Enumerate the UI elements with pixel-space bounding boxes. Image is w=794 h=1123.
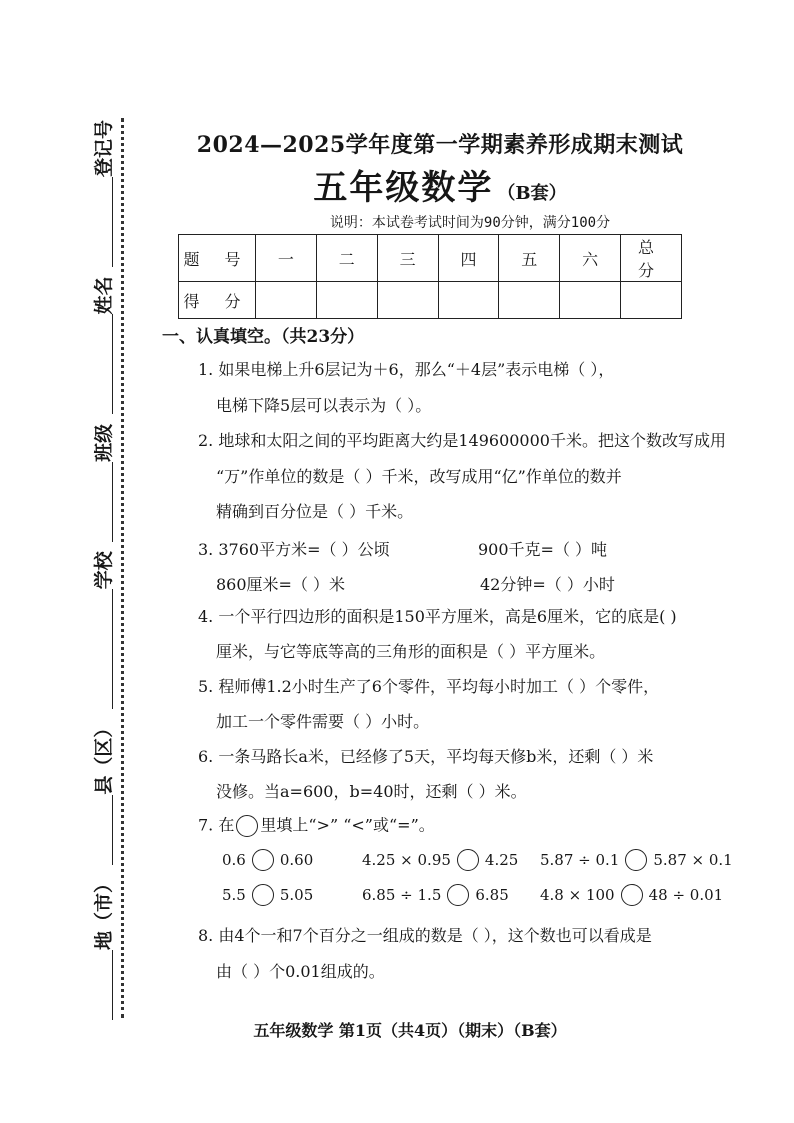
score-cell-5[interactable] [499,282,560,319]
compare-item [362,849,518,871]
binding-fields [70,120,134,1020]
reg-number-blank[interactable] [92,177,113,267]
compare-circle[interactable] [447,884,469,906]
q8-line2: 由（ ）个0.01组成的。 [216,962,385,981]
score-cell-1[interactable] [256,282,317,319]
compare-left: 4.25 × 0.95 [362,851,451,869]
q2-line3: 精确到百分位是（ ）千米。 [216,502,414,521]
q3-item-c: 860厘米=（ ）米 [216,575,346,594]
compare-left: 0.6 [222,851,246,869]
county-blank[interactable] [92,795,113,865]
q7-instruction [198,815,718,837]
header-cell-2: 二 [316,235,377,282]
header-cell-5: 五 [499,235,560,282]
binding-dotted-line [121,118,124,1018]
header-cell-label: 题 号 [179,235,256,282]
compare-left: 5.87 ÷ 0.1 [540,851,620,869]
q1-line1: 1. 如果电梯上升6层记为＋6，那么“＋4层”表示电梯（ ）， [198,360,615,379]
q6-line1: 6. 一条马路长a米，已经修了5天，平均每天修b米，还剩（ ）米 [198,747,654,766]
city-blank[interactable] [92,950,113,1020]
compare-right: 0.60 [279,851,314,869]
subject-title: 五年级数学 [313,168,494,208]
class-label: 班级 [92,423,115,462]
header-cell-6: 六 [560,235,621,282]
compare-left: 5.5 [222,886,246,904]
q4-line1: 4. 一个平行四边形的面积是150平方厘米，高是6厘米，它的底是( ) [198,607,677,626]
compare-right: 5.05 [279,886,314,904]
exam-note: 说明：本试卷考试时间为90分钟，满分100分 [329,215,611,231]
compare-right: 48 ÷ 0.01 [648,886,724,904]
q8-line1: 8. 由4个一和7个百分之一组成的数是（ ），这个数也可以看成是 [198,926,652,945]
school-label: 学校 [92,551,115,590]
reg-number-label: 登记号 [92,120,115,178]
score-table-header-row [179,235,682,282]
score-table-score-row [179,282,682,319]
q3-item-b: 900千克=（ ）吨 [478,540,608,559]
q3-item-d: 42分钟=（ ）小时 [480,575,615,594]
county-label: 县（区） [92,718,115,795]
class-blank[interactable] [92,462,113,542]
q5-line2: 加工一个零件需要（ ）小时。 [216,712,430,731]
header-cell-total: 总 分 [621,235,682,282]
score-row-label: 得 分 [179,282,256,319]
compare-left: 6.85 ÷ 1.5 [362,886,442,904]
circle-icon [236,815,258,837]
compare-right: 5.87 × 0.1 [653,851,733,869]
school-blank[interactable] [92,589,113,709]
q7-suffix: 里填上“>” “<”或“=”。 [260,815,435,835]
q4-line2: 厘米，与它等底等高的三角形的面积是（ ）平方厘米。 [216,642,606,661]
score-cell-3[interactable] [377,282,438,319]
q2-line2: “万”作单位的数是（ ）千米，改写成用“亿”作单位的数并 [216,467,622,486]
compare-item [540,884,723,906]
score-cell-total[interactable] [621,282,682,319]
q7-prefix: 7. 在 [198,815,235,835]
binding-margin [60,120,124,1020]
compare-circle[interactable] [621,884,643,906]
compare-circle[interactable] [252,849,274,871]
score-table [178,234,682,319]
name-blank[interactable] [92,314,113,414]
q5-line1: 5. 程师傅1.2小时生产了6个零件，平均每小时加工（ ）个零件， [198,677,660,696]
q2-line1: 2. 地球和太阳之间的平均距离大约是149600000千米。把这个数改写成用 [198,431,726,450]
q6-line2: 没修。当a=600，b=40时，还剩（ ）米。 [216,782,527,801]
compare-item [222,849,313,871]
page-footer: 五年级数学 第1页（共4页）（期末）（B套） [253,1021,567,1040]
compare-right: 6.85 [475,886,509,904]
header-cell-4: 四 [438,235,499,282]
compare-item [222,884,313,906]
compare-item [540,849,733,871]
name-label: 姓名 [92,276,115,315]
section-title: 一、认真填空。（共23分） [162,327,365,347]
q1-line2: 电梯下降5层可以表示为（ ）。 [216,396,432,415]
compare-item [362,884,509,906]
city-label: 地（市） [92,873,115,950]
variant-label: （B套） [497,183,567,204]
compare-right: 4.25 [484,851,519,869]
compare-circle[interactable] [625,849,647,871]
compare-circle[interactable] [252,884,274,906]
score-cell-2[interactable] [316,282,377,319]
compare-left: 4.8 × 100 [540,886,615,904]
score-cell-6[interactable] [560,282,621,319]
header-cell-3: 三 [377,235,438,282]
score-cell-4[interactable] [438,282,499,319]
subject-heading [290,160,590,209]
q3-item-a: 3. 3760平方米=（ ）公顷 [198,540,390,559]
header-cell-1: 一 [256,235,317,282]
compare-circle[interactable] [457,849,479,871]
exam-title: 2024—2025学年度第一学期素养形成期末测试 [196,132,684,158]
